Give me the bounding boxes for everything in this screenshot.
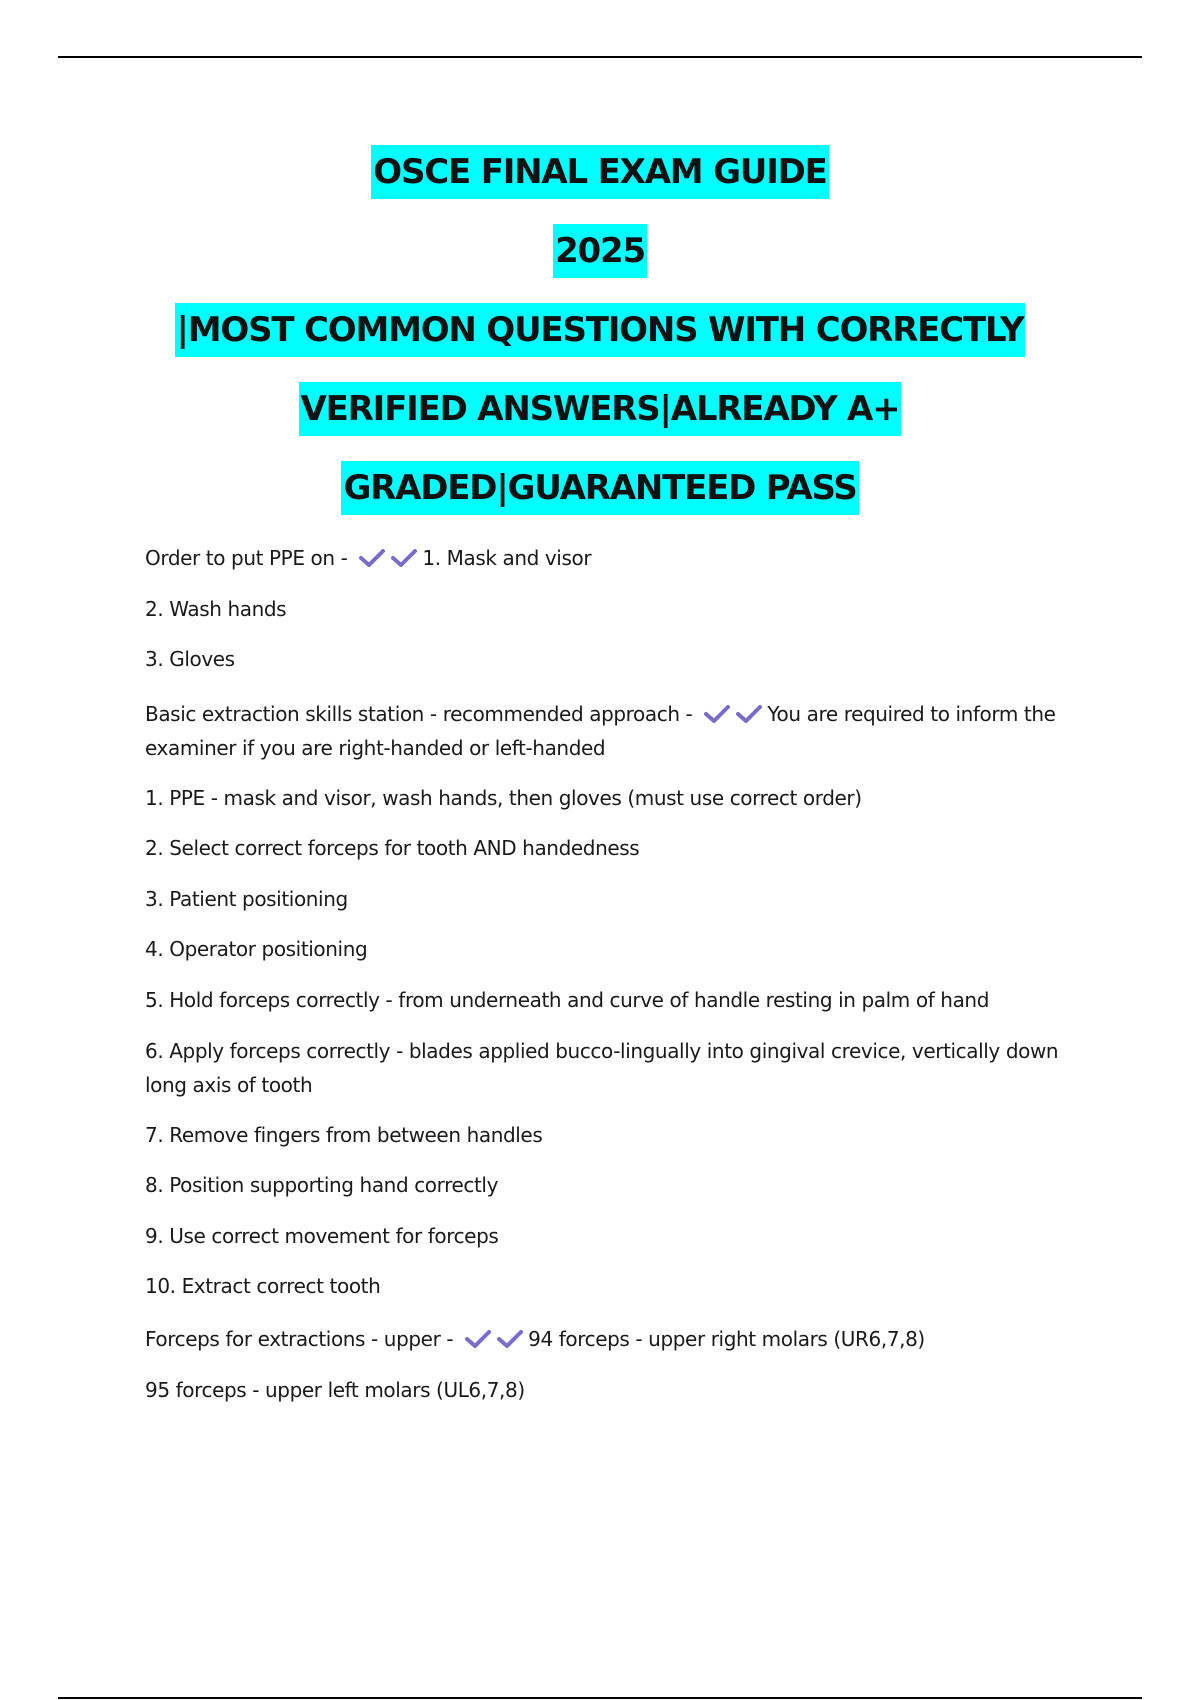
question-text: Order to put PPE on - — [145, 546, 348, 570]
list-item: 5. Hold forceps correctly - from underneath and curve of handle resting in palm of hand — [145, 988, 989, 1012]
double-check-icon — [357, 547, 419, 567]
double-check-icon — [702, 703, 764, 723]
qa-item — [145, 697, 1075, 765]
list-item: 9. Use correct movement for forceps — [145, 1224, 499, 1248]
list-item: 4. Operator positioning — [145, 937, 368, 961]
title-line: GRADED|GUARANTEED PASS — [341, 461, 858, 515]
title-line: |MOST COMMON QUESTIONS WITH CORRECTLY — [175, 303, 1026, 357]
answer-text: You are required to inform the examiner if you are right-handed or left-handed — [145, 702, 1056, 760]
list-item: 3. Gloves — [145, 647, 235, 671]
double-check-icon — [463, 1328, 525, 1348]
title-line: 2025 — [553, 224, 647, 278]
list-item: 10. Extract correct tooth — [145, 1274, 381, 1298]
list-item: 3. Patient positioning — [145, 887, 348, 911]
question-text: Forceps for extractions - upper - — [145, 1327, 454, 1351]
list-item: 8. Position supporting hand correctly — [145, 1173, 499, 1197]
list-item: 7. Remove fingers from between handles — [145, 1123, 543, 1147]
list-item: 6. Apply forceps correctly - blades applied bucco-lingually into gingival crevice, vertically down long axis of tooth — [145, 1039, 1059, 1097]
list-item: 1. PPE - mask and visor, wash hands, then gloves (must use correct order) — [145, 786, 862, 810]
qa-item — [145, 1322, 1075, 1356]
title-line: VERIFIED ANSWERS|ALREADY A+ — [299, 382, 902, 436]
list-item: 2. Select correct forceps for tooth AND handedness — [145, 836, 640, 860]
bottom-rule — [58, 1697, 1142, 1699]
answer-text: 1. Mask and visor — [422, 546, 592, 570]
top-rule — [58, 56, 1142, 58]
answer-text: 94 forceps - upper right molars (UR6,7,8) — [528, 1327, 925, 1351]
question-text: Basic extraction skills station - recommended approach - — [145, 702, 693, 726]
list-item: 2. Wash hands — [145, 597, 287, 621]
document-title — [0, 145, 1200, 540]
list-item: 95 forceps - upper left molars (UL6,7,8) — [145, 1378, 525, 1402]
qa-item — [145, 541, 1075, 575]
title-line: OSCE FINAL EXAM GUIDE — [371, 145, 828, 199]
